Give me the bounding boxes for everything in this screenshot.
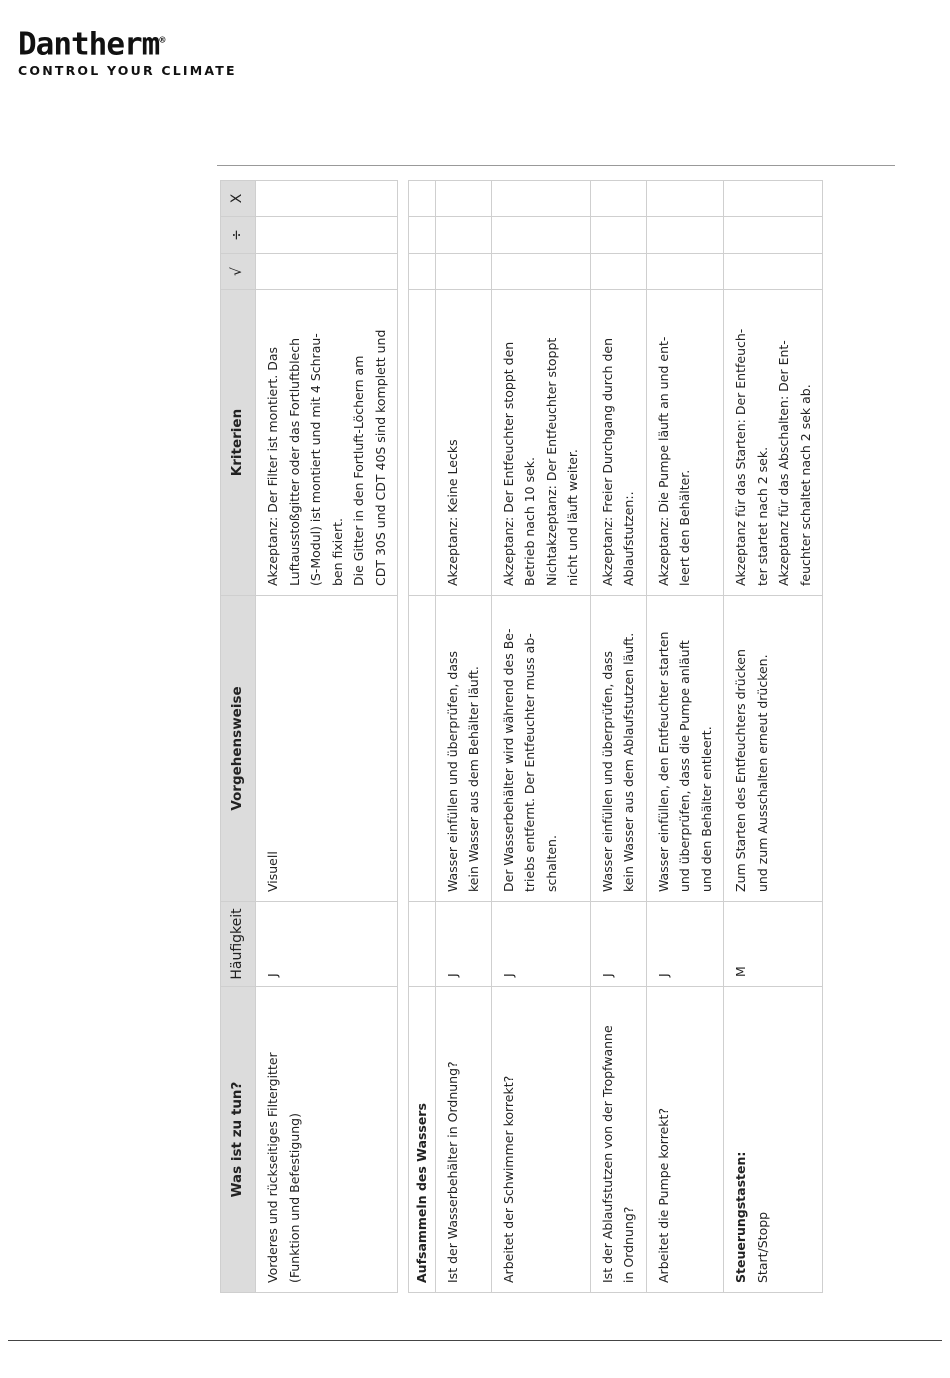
- procedure-cell: Zum Starten des Entfeuchters drücken und zum Ausschalten erneut drücken.: [724, 596, 823, 902]
- brand-name: Dantherm: [18, 26, 160, 63]
- spacer-row: [398, 181, 409, 1293]
- header-row: [221, 181, 256, 1293]
- fail-check-cell[interactable]: [256, 181, 398, 217]
- ok-check-cell[interactable]: [590, 254, 646, 290]
- fail-check-cell[interactable]: [491, 181, 590, 217]
- ok-check-cell[interactable]: [724, 254, 823, 290]
- task-cell: Ist der Ablaufstutzen von der Tropfwanne in Ordnung?: [590, 987, 646, 1293]
- table-row: [724, 181, 823, 1293]
- partial-check-cell[interactable]: [724, 217, 823, 254]
- header-fail-mark: X: [221, 181, 256, 217]
- header-procedure: Vorgehensweise: [221, 596, 256, 902]
- table-row: [491, 181, 590, 1293]
- partial-check-cell[interactable]: [435, 217, 491, 254]
- partial-check-cell[interactable]: [256, 217, 398, 254]
- header-ok-mark: √: [221, 254, 256, 290]
- criteria-cell: Akzeptanz: Keine Lecks: [435, 290, 491, 596]
- footer-rule: [8, 1340, 942, 1341]
- criteria-cell: Akzeptanz: Der Filter ist montiert. Das Luftausstoßgitter oder das Fortluftblech (S-Modul) ist montiert und mit 4 Schrau- ben fixiert. Die Gitter in den Fortluft-Löchern am CDT 30S und CDT 40S sind komplett und: [256, 290, 398, 596]
- task-cell: Arbeitet der Schwimmer korrekt?: [491, 987, 590, 1293]
- fail-check-cell[interactable]: [435, 181, 491, 217]
- criteria-cell: Akzeptanz für das Starten: Der Entfeuch- ter startet nach 2 sek. Akzeptanz für das Abschalten: Der Ent- feuchter schaltet nach 2 sek ab.: [724, 290, 823, 596]
- fail-check-cell[interactable]: [646, 181, 724, 217]
- criteria-cell: Akzeptanz: Freier Durchgang durch den Ablaufstutzen:.: [590, 290, 646, 596]
- criteria-cell: Akzeptanz: Die Pumpe läuft an und ent- leert den Behälter.: [646, 290, 724, 596]
- partial-check-cell[interactable]: [590, 217, 646, 254]
- registered-mark: ®: [159, 35, 165, 46]
- fail-check-cell[interactable]: [590, 181, 646, 217]
- task-cell: [724, 987, 823, 1293]
- header-frequency: Häufigkeit: [221, 902, 256, 987]
- header-task: Was ist zu tun?: [221, 987, 256, 1293]
- ok-check-cell[interactable]: [646, 254, 724, 290]
- frequency-cell: J: [256, 902, 398, 987]
- table-row: [646, 181, 724, 1293]
- task-title: Steuerungstasten:: [733, 1151, 748, 1283]
- header-partial-mark: ÷: [221, 217, 256, 254]
- task-cell: Vorderes und rückseitiges Filtergitter (Funktion und Befestigung): [256, 987, 398, 1293]
- ok-check-cell[interactable]: [491, 254, 590, 290]
- task-cell: Ist der Wasserbehälter in Ordnung?: [435, 987, 491, 1293]
- procedure-cell: Wasser einfüllen und überprüfen, dass kein Wasser aus dem Ablaufstutzen läuft.: [590, 596, 646, 902]
- table-row: [435, 181, 491, 1293]
- table-row: [256, 181, 398, 1293]
- frequency-cell: J: [491, 902, 590, 987]
- criteria-cell: Akzeptanz: Der Entfeuchter stoppt den Betrieb nach 10 sek. Nichtakzeptanz: Der Entfeuchter stoppt nicht und läuft weiter.: [491, 290, 590, 596]
- frequency-cell: J: [590, 902, 646, 987]
- fail-check-cell[interactable]: [724, 181, 823, 217]
- procedure-cell: Der Wasserbehälter wird während des Be- triebs entfernt. Der Entfeuchter muss ab- schalten.: [491, 596, 590, 902]
- frequency-cell: J: [646, 902, 724, 987]
- partial-check-cell[interactable]: [646, 217, 724, 254]
- brand-tagline: CONTROL YOUR CLIMATE: [18, 63, 237, 79]
- maintenance-checklist-table: [220, 180, 823, 1293]
- ok-check-cell[interactable]: [256, 254, 398, 290]
- rotated-table-container: [220, 181, 813, 1293]
- partial-check-cell[interactable]: [491, 217, 590, 254]
- section-title: Aufsammeln des Wassers: [409, 987, 436, 1293]
- header-rule: [217, 165, 895, 166]
- section-header-row: [409, 181, 436, 1293]
- frequency-cell: M: [724, 902, 823, 987]
- frequency-cell: J: [435, 902, 491, 987]
- procedure-cell: Wasser einfüllen, den Entfeuchter starten und überprüfen, dass die Pumpe anläuft und den Behälter entleert.: [646, 596, 724, 902]
- task-cell: Arbeitet die Pumpe korrekt?: [646, 987, 724, 1293]
- table-row: [590, 181, 646, 1293]
- brand-logo: [18, 26, 237, 78]
- task-text: Start/Stopp: [754, 1211, 770, 1283]
- procedure-cell: Visuell: [256, 596, 398, 902]
- ok-check-cell[interactable]: [435, 254, 491, 290]
- procedure-cell: Wasser einfüllen und überprüfen, dass kein Wasser aus dem Behälter läuft.: [435, 596, 491, 902]
- header-criteria: Kriterien: [221, 290, 256, 596]
